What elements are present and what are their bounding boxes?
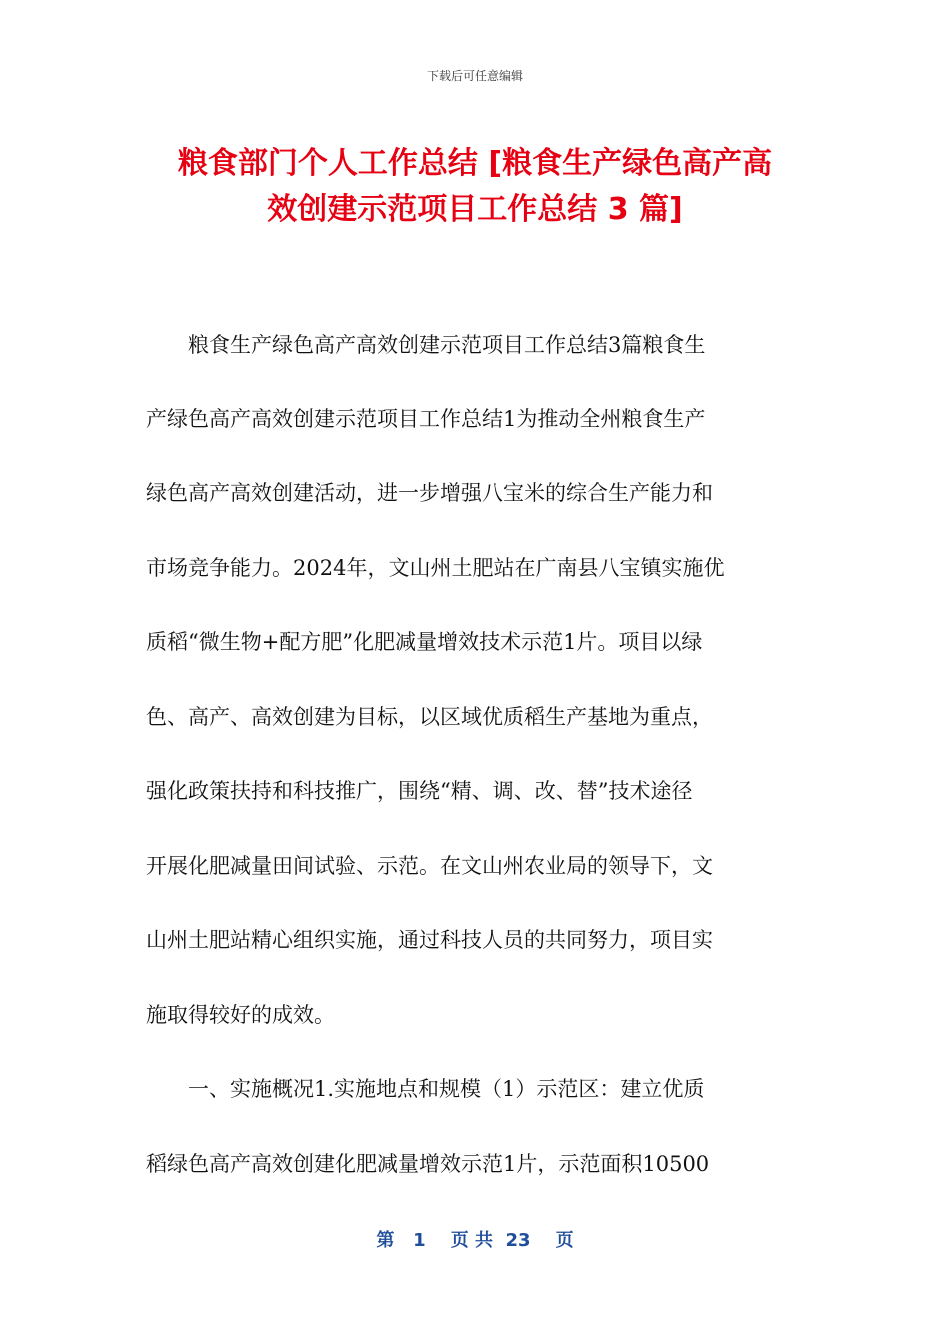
title-line-1: 粮食部门个人工作总结 [粮食生产绿色高产高	[177, 146, 773, 181]
body-line: 绿色高产高效创建活动，进一步增强八宝米的综合生产能力和	[146, 481, 713, 505]
body-line: 质稻“微生物+配方肥”化肥减量增效技术示范1片。项目以绿	[146, 630, 703, 654]
body-line: 一、实施概况1.实施地点和规模（1）示范区：建立优质	[146, 1077, 705, 1101]
body-line: 色、高产、高效创建为目标，以区域优质稻生产基地为重点，	[146, 705, 713, 729]
body-line: 强化政策扶持和科技推广，围绕“精、调、改、替”技术途径	[146, 779, 693, 803]
body-line: 稻绿色高产高效创建化肥减量增效示范1片，示范面积10500	[146, 1152, 710, 1176]
body-line: 粮食生产绿色高产高效创建示范项目工作总结3篇粮食生	[146, 333, 706, 357]
document-title	[120, 141, 830, 233]
header-note: 下载后可任意编辑	[426, 69, 523, 83]
body-line: 开展化肥减量田间试验、示范。在文山州农业局的领导下，文	[146, 854, 713, 878]
body-line: 产绿色高产高效创建示范项目工作总结1为推动全州粮食生产	[146, 407, 706, 431]
title-line-2: 效创建示范项目工作总结 3 篇]	[267, 192, 683, 227]
page-number-footer: 第 1 页 共 23 页	[376, 1230, 574, 1251]
body-line: 施取得较好的成效。	[146, 1003, 335, 1027]
body-line: 山州土肥站精心组织实施，通过科技人员的共同努力，项目实	[146, 928, 713, 952]
body-line: 市场竞争能力。2024年，文山州土肥站在广南县八宝镇实施优	[146, 556, 725, 580]
